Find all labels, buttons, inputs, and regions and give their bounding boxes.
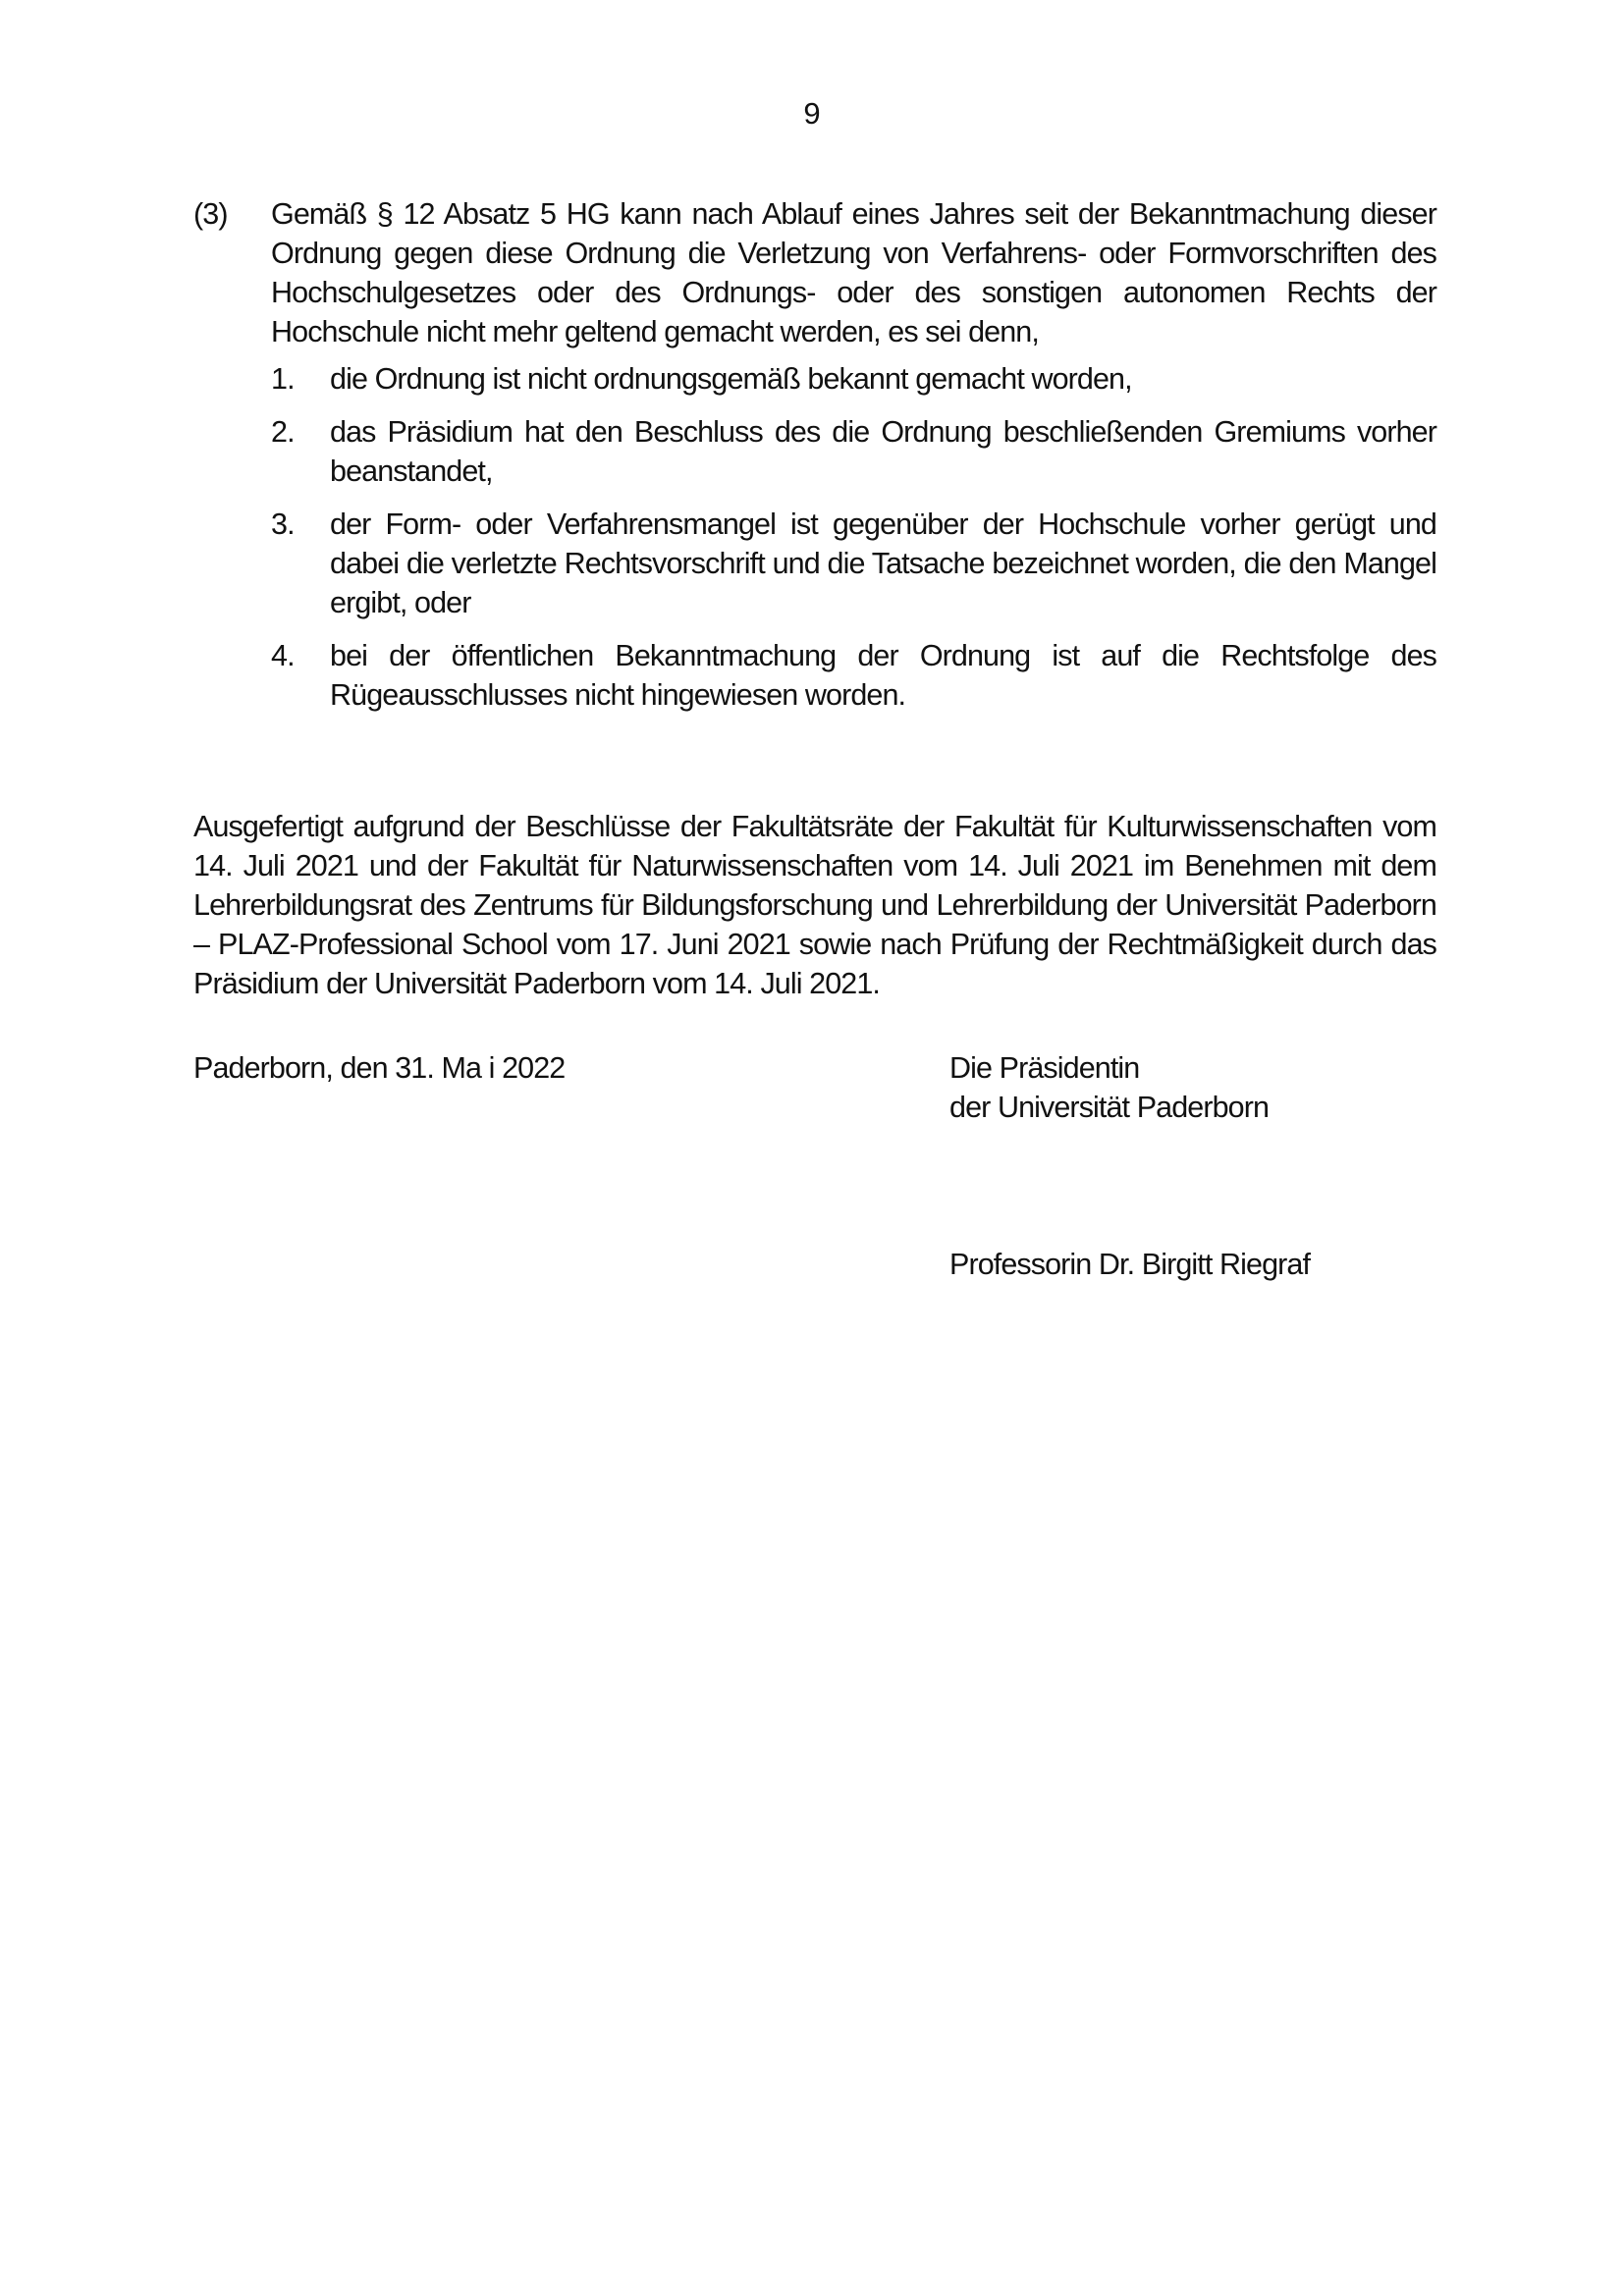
list-item-text: das Präsidium hat den Beschluss des die Ordnung beschließenden Gremiums vorher beanstandet,	[330, 415, 1436, 488]
list-item	[271, 505, 1436, 622]
closing-paragraph: Ausgefertigt aufgrund der Beschlüsse der Fakultätsräte der Fakultät für Kulturwissenschaften vom 14. Juli 2021 und der Fakultät für Naturwissenschaften vom 14. Juli 2021 im Benehmen mit dem Lehrerbildungsrat des Zentrums für Bildungsforschung und Lehrerbildung der Universität Paderborn – PLAZ-Professional School vom 17. Juni 2021 sowie nach Prüfung der Rechtmäßigkeit durch das Präsidium der Universität Paderborn vom 14. Juli 2021.	[193, 810, 1436, 1000]
section-paragraph: Gemäß § 12 Absatz 5 HG kann nach Ablauf eines Jahres seit der Bekanntmachung dieser Ordnung gegen diese Ordnung die Verletzung von Verfahrens- oder Formvorschriften des Hochschulgesetzes oder des Ordnungs- oder des sonstigen autonomen Rechts der Hochschule nicht mehr geltend gemacht werden, es sei denn,	[271, 197, 1436, 348]
signatory-block	[949, 1048, 1269, 1127]
list-item-text: der Form- oder Verfahrensmangel ist gegenüber der Hochschule vorher gerügt und dabei die verletzte Rechtsvorschrift und die Tatsache bezeichnet worden, die den Mangel ergibt, oder	[330, 507, 1436, 619]
signatory-institution: der Universität Paderborn	[949, 1091, 1270, 1124]
list-item	[271, 636, 1436, 715]
list-item-number: 3.	[271, 507, 295, 541]
list-item-text: bei der öffentlichen Bekanntmachung der Ordnung ist auf die Rechtsfolge des Rügeausschlusses nicht hingewiesen worden.	[330, 639, 1436, 712]
list-item-number: 4.	[271, 639, 295, 672]
signer-name: Professorin Dr. Birgitt Riegraf	[949, 1248, 1311, 1281]
list-item-number: 2.	[271, 415, 295, 449]
list-item	[271, 412, 1436, 491]
section-3	[193, 194, 1436, 728]
list-item	[271, 359, 1436, 399]
section-number: (3)	[193, 197, 228, 231]
signatory-title: Die Präsidentin	[949, 1051, 1140, 1085]
place-date: Paderborn, den 31. Ma i 2022	[193, 1051, 566, 1085]
page-number: 9	[803, 96, 821, 131]
list-item-text: die Ordnung ist nicht ordnungsgemäß bekannt gemacht worden,	[330, 362, 1132, 396]
list-item-number: 1.	[271, 362, 295, 396]
exception-list	[271, 359, 1436, 715]
